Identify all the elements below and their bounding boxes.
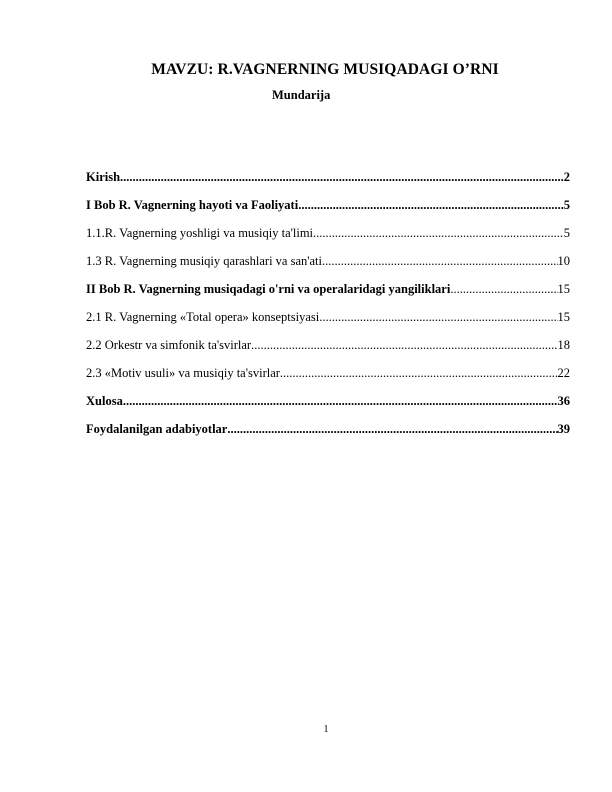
toc-entry-page: 39 [557,422,570,436]
toc-leader-dots [123,394,558,408]
toc-leader-dots [322,254,557,268]
toc-leader-dots [120,170,564,184]
toc-entry-section-2-2[interactable] [86,324,570,352]
toc-entry-chapter-2[interactable] [86,268,570,296]
toc-entry-title: 2.3 «Motiv usuli» va musiqiy ta'svirlar [86,366,280,380]
toc-entry-page: 36 [557,394,570,408]
toc-entry-page: 2 [563,170,570,184]
toc-leader-dots [280,366,558,380]
document-title: MAVZU: R.VAGNERNING MUSIQADAGI O’RNI [151,61,499,78]
toc-entry-title: Kirish [86,170,121,184]
toc-entry-title: Xulosa [86,394,123,408]
toc-entry-xulosa[interactable] [86,380,570,408]
toc-entry-title: I Bob R. Vagnerning hayoti va Faoliyati [86,198,299,212]
toc-entry-chapter-1[interactable] [86,184,570,212]
toc-entry-section-2-1[interactable] [86,296,570,324]
toc-entry-section-1-3[interactable] [86,240,570,268]
toc-leader-dots [313,226,564,240]
toc-entry-title: Foydalanilgan adabiyotlar [86,422,228,436]
table-of-contents [86,156,570,436]
toc-entry-page: 5 [563,198,570,212]
toc-entry-title: II Bob R. Vagnerning musiqadagi o'rni va operalaridagi yangiliklari [86,282,451,296]
toc-entry-page: 15 [557,310,570,324]
toc-entry-page: 15 [557,282,570,296]
toc-entry-kirish[interactable] [86,156,570,184]
toc-leader-dots [227,422,557,436]
toc-entry-page: 18 [557,338,570,352]
toc-leader-dots [298,198,564,212]
toc-leader-dots [319,310,557,324]
toc-entry-references[interactable] [86,408,570,436]
toc-entry-title: 2.1 R. Vagnerning «Total opera» konseptsiyasi [86,310,320,324]
toc-entry-page: 22 [557,366,570,380]
toc-leader-dots [450,282,557,296]
toc-entry-section-1-1[interactable] [86,212,570,240]
toc-entry-title: 1.3 R. Vagnerning musiqiy qarashlari va san'ati [86,254,323,268]
page-number: 1 [323,724,329,735]
toc-entry-page: 5 [563,226,570,240]
toc-entry-title: 2.2 Orkestr va simfonik ta'svirlar [86,338,252,352]
toc-entry-section-2-3[interactable] [86,352,570,380]
toc-leader-dots [251,338,557,352]
toc-heading: Mundarija [272,88,331,102]
toc-entry-title: 1.1.R. Vagnerning yoshligi va musiqiy ta'limi [86,226,314,240]
toc-entry-page: 10 [557,254,570,268]
